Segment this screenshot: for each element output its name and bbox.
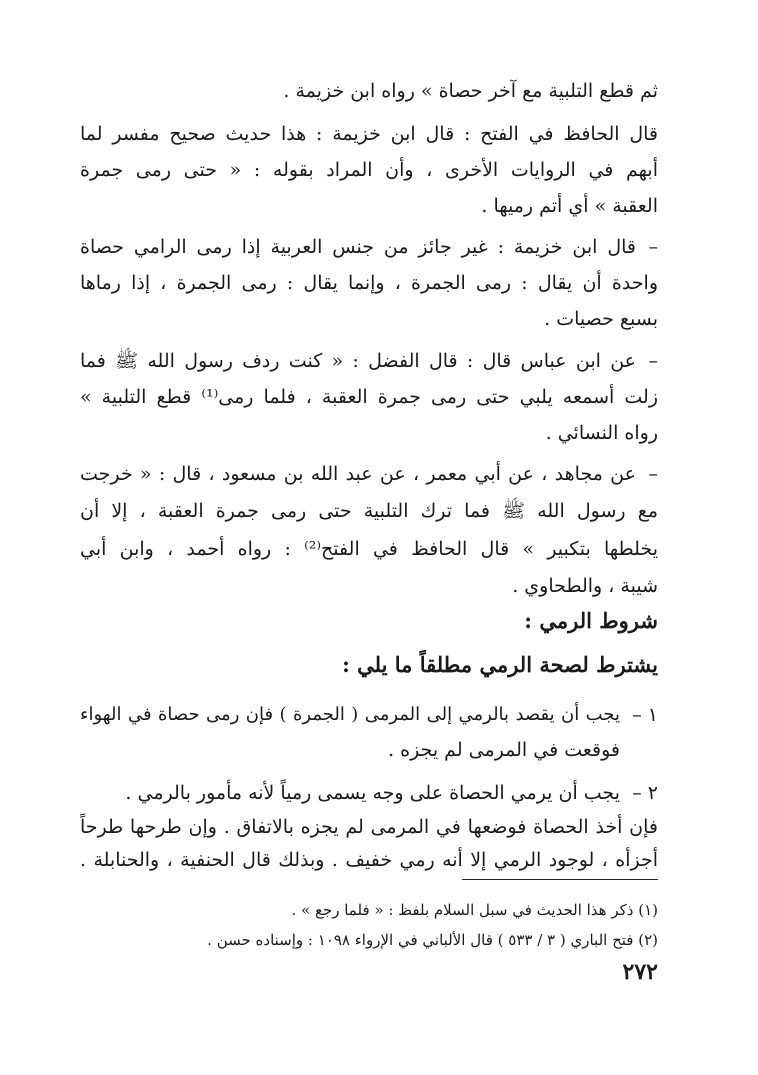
text-line: يخلطها بتكبير » قال الحافظ في الفتح⁽²⁾ : رواه أحمد ، وابن أبي <box>80 538 658 560</box>
text-line: مع رسول الله ﷺ فما ترك التلبية حتى رمى جمرة العقبة ، إلا أن <box>80 500 658 522</box>
text-line: زلت أسمعه يلبي حتى رمى جمرة العقبة ، فلما رمى⁽¹⁾ قطع التلبية » <box>80 386 658 408</box>
page-number: ٢٧٢ <box>622 959 658 985</box>
footnote: (٢) فتح الباري ( ٣ / ٥٣٣ ) قال الألباني في الإرواء ١٠٩٨ : وإسناده حسن . <box>207 931 658 949</box>
footnote: (١) ذكر هذا الحديث في سبل السلام بلفظ : « فلما رجع » . <box>291 901 658 919</box>
list-dash: – <box>648 463 658 485</box>
text-line: رواه النسائي . <box>545 422 658 444</box>
text-line: ثم قطع التلبية مع آخر حصاة » رواه ابن خزيمة . <box>283 80 658 102</box>
text-line: عن مجاهد ، عن أبي معمر ، عن عبد الله بن مسعود ، قال : « خرجت <box>80 463 636 485</box>
text-line: فوقعت في المرمى لم يجزه . <box>388 739 620 761</box>
list-dash: – <box>648 236 658 258</box>
text-line: أجزأه ، لوجود الرمي إلا أنه رمي خفيف . وبذلك قال الحنفية ، والحنابلة . <box>80 849 658 871</box>
text-line: فإن أخذ الحصاة فوضعها في المرمى لم يجزه بالاتفاق . وإن طرحها طرحاً <box>80 816 658 838</box>
text-line: شيبة ، والطحاوي . <box>512 575 658 597</box>
book-page <box>80 0 658 1075</box>
text-line: قال ابن خزيمة : غير جائز من جنس العربية إذا رمى الرامي حصاة <box>80 236 636 258</box>
section-subheading: يشترط لصحة الرمي مطلقاً ما يلي : <box>342 652 658 677</box>
text-line: واحدة أن يقال : رمى الجمرة ، وإنما يقال : رمى الجمرة ، إذا رماها <box>80 272 658 294</box>
text-line: يجب أن يرمي الحصاة على وجه يسمى رمياً لأنه مأمور بالرمي . <box>125 782 620 804</box>
text-line: عن ابن عباس قال : قال الفضل : « كنت ردف رسول الله ﷺ فما <box>80 350 636 372</box>
list-number: ١ – <box>632 704 658 726</box>
list-dash: – <box>648 350 658 372</box>
list-number: ٢ – <box>632 782 658 804</box>
text-line: يجب أن يقصد بالرمي إلى المرمى ( الجمرة ) فإن رمى حصاة في الهواء <box>80 704 620 725</box>
text-line: بسبع حصيات . <box>544 308 658 330</box>
text-line: أبهم في الروايات الأخرى ، وأن المراد بقوله : « حتى رمى جمرة <box>80 159 658 181</box>
section-heading: شروط الرمي : <box>524 608 658 633</box>
text-line: قال الحافظ في الفتح : قال ابن خزيمة : هذا حديث صحيح مفسر لما <box>80 123 658 145</box>
text-line: العقبة » أي أتم رميها . <box>481 195 658 217</box>
footnote-separator <box>462 879 658 880</box>
